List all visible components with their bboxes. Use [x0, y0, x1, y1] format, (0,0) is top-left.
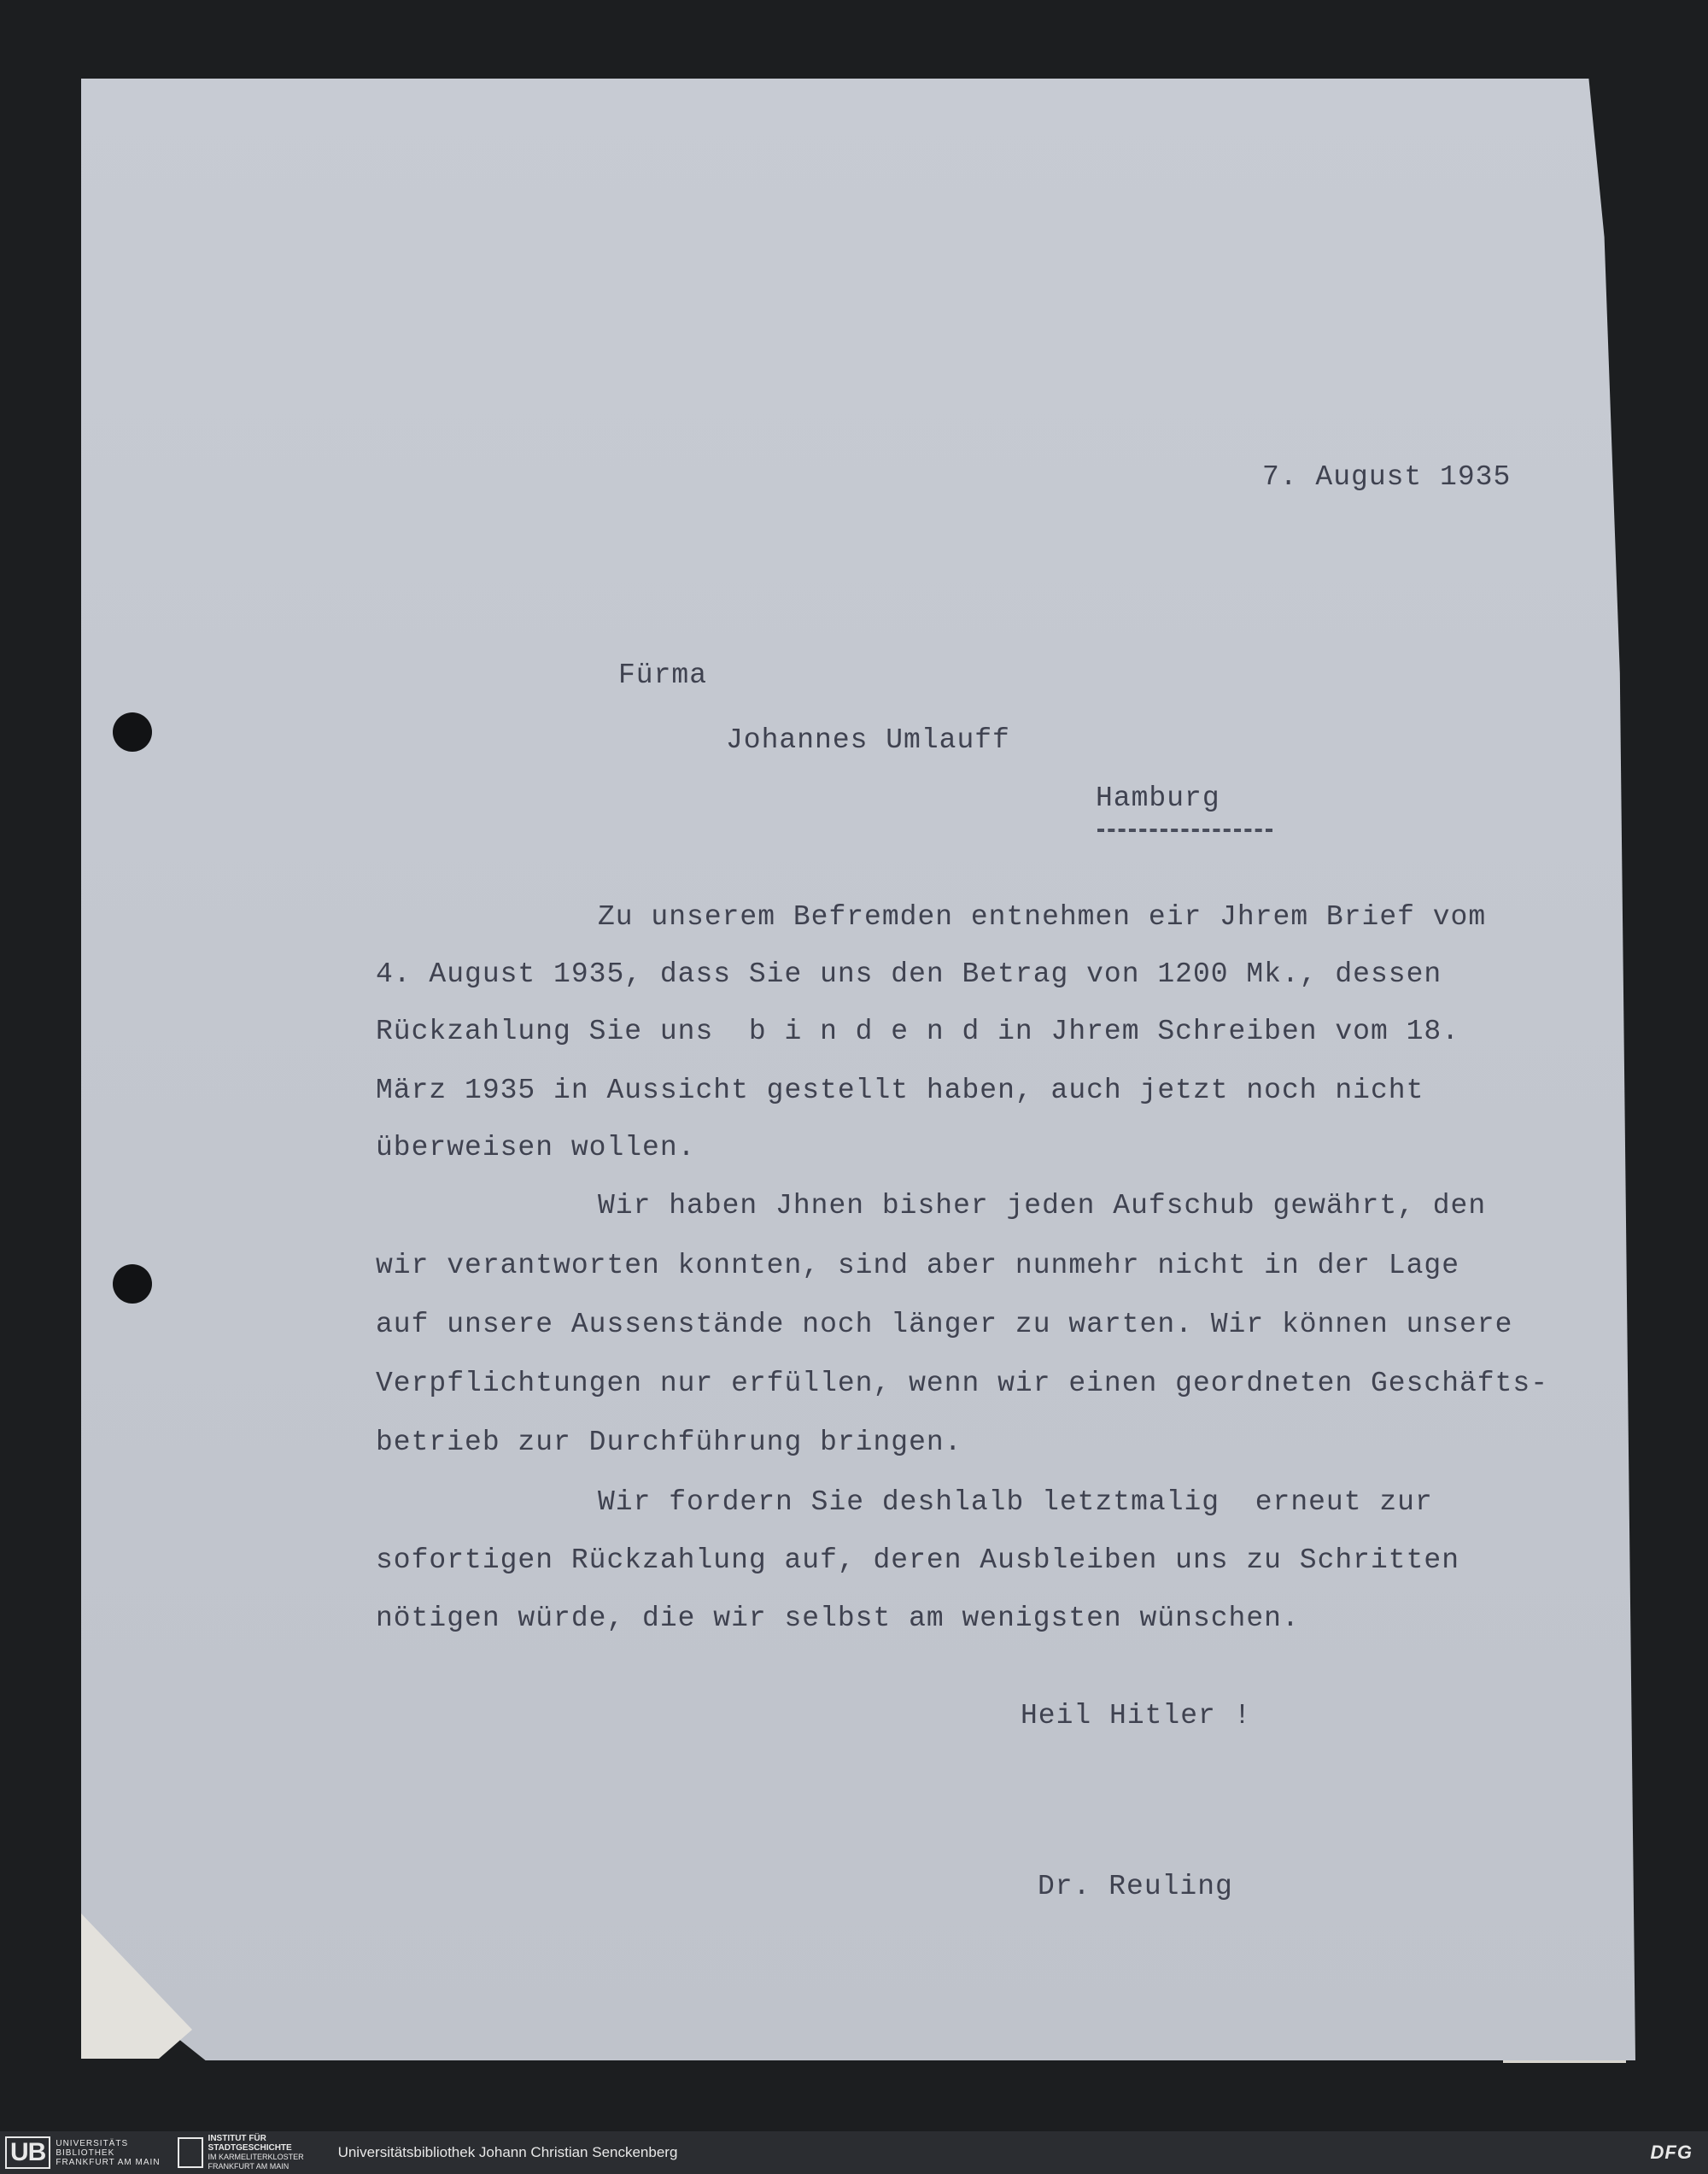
para2-line1: Wir haben Jhnen bisher jeden Aufschub gewährt, den: [598, 1190, 1487, 1222]
closing: Heil Hitler !: [1021, 1700, 1252, 1732]
letter-date: 7. August 1935: [1262, 461, 1512, 493]
inst-line1: INSTITUT FÜR: [208, 2134, 266, 2143]
inst-line4: FRANKFURT AM MAIN: [208, 2162, 290, 2171]
ub-logo: [5, 2136, 161, 2170]
para1-line5: überweisen wollen.: [376, 1132, 696, 1163]
dfg-logo: DFG: [1650, 2142, 1693, 2163]
para1-line4: März 1935 in Aussicht gestellt haben, auch jetzt noch nicht: [376, 1075, 1424, 1106]
institute-logo: [178, 2134, 304, 2171]
ub-text-line2: BIBLIOTHEK: [56, 2148, 115, 2158]
para2-line2: wir verantworten konnten, sind aber nunmehr nicht in der Lage: [376, 1250, 1459, 1281]
library-name: Universitätsbibliothek Johann Christian Senckenberg: [337, 2144, 678, 2160]
para2-line4: Verpflichtungen nur erfüllen, wenn wir einen geordneten Geschäfts-: [376, 1368, 1549, 1399]
ub-mark: UB: [5, 2136, 50, 2169]
para1-line1: Zu unserem Befremden entnehmen eir Jhrem Brief vom: [598, 901, 1487, 933]
para3-line1: Wir fordern Sie deshlalb letztmalig erneut zur: [598, 1486, 1433, 1518]
recipient-name: Johannes Umlauff: [726, 724, 1010, 756]
para1-line3: Rückzahlung Sie uns b i n d e n d in Jhrem Schreiben vom 18.: [376, 1016, 1459, 1047]
ub-text: [56, 2139, 160, 2167]
para1-line2: 4. August 1935, dass Sie uns den Betrag von 1200 Mk., dessen: [376, 958, 1442, 990]
inst-line2: STADTGESCHICHTE: [208, 2143, 292, 2153]
para3-line2: sofortigen Rückzahlung auf, deren Ausbleiben uns zu Schritten: [376, 1544, 1459, 1576]
recipient-firm: Fürma: [618, 659, 708, 691]
recipient-city: Hamburg: [1096, 782, 1220, 814]
signature: Dr. Reuling: [1038, 1871, 1233, 1902]
institute-text: [208, 2134, 304, 2171]
ub-text-line3: FRANKFURT AM MAIN: [56, 2157, 161, 2167]
para2-line5: betrieb zur Durchführung bringen.: [376, 1427, 962, 1458]
para2-line3: auf unsere Aussenstände noch länger zu warten. Wir können unsere: [376, 1309, 1513, 1340]
footer-bar: [0, 2131, 1708, 2174]
institute-icon: [178, 2137, 203, 2168]
para3-line3: nötigen würde, die wir selbst am wenigsten wünschen.: [376, 1603, 1300, 1634]
city-underline: [1097, 829, 1272, 832]
inst-line3: IM KARMELITERKLOSTER: [208, 2153, 304, 2161]
ub-text-line1: UNIVERSITÄTS: [56, 2138, 129, 2148]
